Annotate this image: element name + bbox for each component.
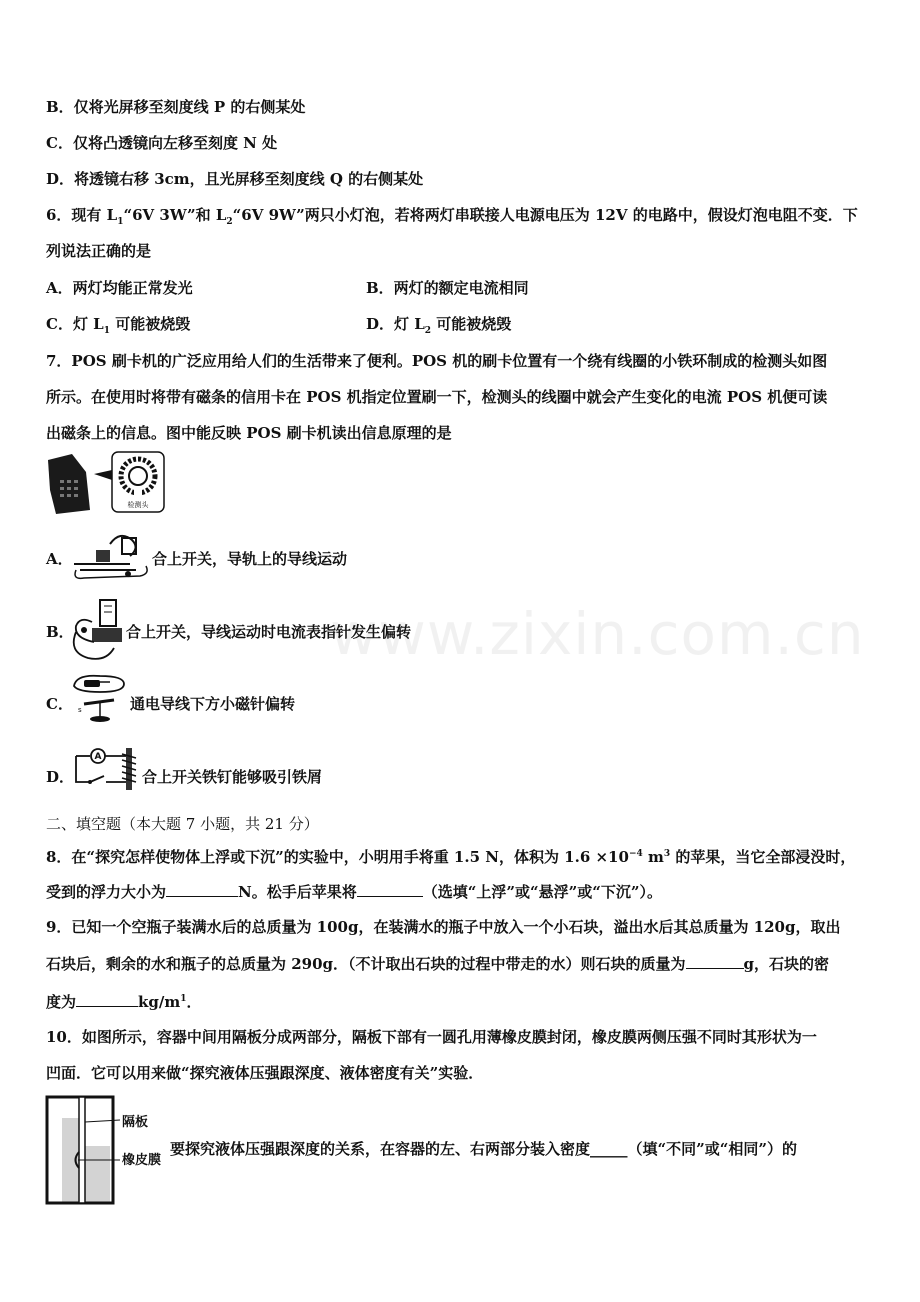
q8-sup: −4 — [628, 849, 643, 859]
pos-machine-figure — [46, 450, 166, 518]
q7-stem-line3: 出磁条上的信息。图中能反映 POS 刷卡机读出信息原理的是 — [46, 424, 452, 442]
q6-option-c — [46, 313, 190, 342]
q6-d-text: 可能被烧毁 — [431, 315, 512, 333]
q6-option-b: B．两灯的额定电流相同 — [366, 279, 529, 297]
q10-line3: 要探究液体压强跟深度的关系，在容器的左、右两部分装入密度_____（填“不同”或“相同”）的 — [170, 1140, 798, 1158]
q6-stem-part: “6V 9W”两只小灯泡，若将两灯串联接人电源电压为 12V 的电路中，假设灯泡电阻不变．下 — [232, 206, 858, 224]
q9-text: ． — [186, 993, 202, 1011]
q6-sub: 1 — [117, 217, 124, 227]
q6-c-text: 可能被烧毁 — [109, 315, 191, 333]
q6-d-sub: 2 — [424, 326, 432, 336]
q7-option-b-label: B． — [46, 623, 74, 641]
q9-blank-mass[interactable] — [686, 952, 744, 969]
q5-option-b: B．仅将光屏移至刻度线 P 的右侧某处 — [46, 98, 306, 116]
q10-line1: 10．如图所示，容器中间用隔板分成两部分，隔板下部有一圆孔用薄橡皮膜封闭，橡皮膜两侧压强不同时其形状为一 — [46, 1028, 817, 1046]
q6-option-d — [366, 313, 511, 342]
q5-option-d: D．将透镜右移 3cm，且光屏移至刻度线 Q 的右侧某处 — [46, 170, 424, 188]
q9-text: g，石块的密 — [743, 955, 830, 973]
q6-c-sub: 1 — [103, 326, 110, 336]
q7-option-c-label: C． — [46, 695, 73, 713]
q10-line2: 凹面．它可以用来做“探究液体压强跟深度、液体密度有关”实验． — [46, 1064, 484, 1082]
ammeter-symbol: A — [94, 752, 102, 762]
motor-circuit-icon — [70, 530, 152, 582]
q5-option-c: C．仅将凸透镜向左移至刻度 N 处 — [46, 134, 278, 152]
q6-d-text: D．灯 L — [366, 315, 425, 333]
q6-option-a: A．两灯均能正常发光 — [46, 279, 193, 297]
q9-line2 — [46, 952, 829, 975]
fig-label: 检测头 — [127, 501, 149, 509]
q9-text: 度为 — [46, 993, 77, 1011]
q8-text: 8．在“探究怎样使物体上浮或下沉”的实验中，小明用手将重 1.5 N，体积为 1.6 ×10 — [46, 848, 629, 866]
q7-stem-line2: 所示。在使用时将带有磁条的信用卡在 POS 机指定位置刷一下，检测头的线圈中就会产生变化的电流 POS 机便可读 — [46, 388, 828, 406]
q6-sub: 2 — [226, 217, 233, 227]
q8-text: 受到的浮力大小为 — [46, 883, 167, 901]
q8-text: N。松手后苹果将 — [238, 883, 357, 901]
q7-option-c-text: 通电导线下方小磁针偏转 — [130, 695, 296, 713]
fig-label-membrane: 橡皮膜 — [122, 1153, 162, 1168]
q6-stem-part: “6V 3W”和 L — [123, 206, 227, 224]
q6-stem-part: 6．现有 L — [46, 206, 118, 224]
section-2-title: 二、填空题（本大题 7 小题，共 21 分） — [46, 815, 319, 833]
svg-text:s: s — [78, 706, 82, 714]
q7-stem-line1: 7．POS 刷卡机的广泛应用给人们的生活带来了便利。POS 机的刷卡位置有一个绕有线圈的小铁环制成的检测头如图 — [46, 352, 828, 370]
q9-sup: 1 — [180, 994, 187, 1004]
q8-text: 的苹果，当它全部浸没时， — [670, 848, 856, 866]
q9-line1: 9．已知一个空瓶子装满水后的总质量为 100g，在装满水的瓶子中放入一个小石块，溢出水后其总质量为 120g，取出 — [46, 918, 841, 936]
q8-blank-buoyancy[interactable] — [166, 880, 238, 897]
q8-line1 — [46, 843, 855, 868]
oersted-experiment-icon — [70, 670, 128, 724]
q8-sup: 3 — [663, 849, 671, 859]
q9-text: 石块后，剩余的水和瓶子的总质量为 290g．（不计取出石块的过程中带走的水）则石块的质量为 — [46, 955, 686, 973]
q8-line2 — [46, 880, 662, 903]
q6-c-text: C．灯 L — [46, 315, 104, 333]
q7-option-d-text: 合上开关铁钉能够吸引铁屑 — [142, 768, 323, 786]
q7-option-b-text: 合上开关，导线运动时电流表指针发生偏转 — [126, 623, 412, 641]
watermark: www.zixin.com.cn — [330, 600, 865, 668]
generator-circuit-icon — [70, 598, 126, 662]
q8-text: （选填“上浮”或“悬浮”或“下沉”）。 — [422, 883, 663, 901]
q7-option-a-label: A． — [46, 550, 73, 568]
fig-label-partition: 隔板 — [122, 1115, 149, 1130]
q9-text: kg/m — [138, 993, 181, 1011]
q6-stem-line2: 列说法正确的是 — [46, 242, 152, 260]
q7-option-a-text: 合上开关，导轨上的导线运动 — [152, 550, 348, 568]
q8-blank-state[interactable] — [357, 880, 423, 897]
pressure-container-figure — [44, 1094, 170, 1206]
q8-text: m — [642, 848, 664, 866]
q6-stem-line1 — [46, 204, 858, 233]
q9-blank-density[interactable] — [76, 990, 138, 1007]
q9-line3 — [46, 988, 202, 1013]
electromagnet-circuit-icon — [70, 746, 140, 792]
q7-option-d-label: D． — [46, 768, 75, 786]
